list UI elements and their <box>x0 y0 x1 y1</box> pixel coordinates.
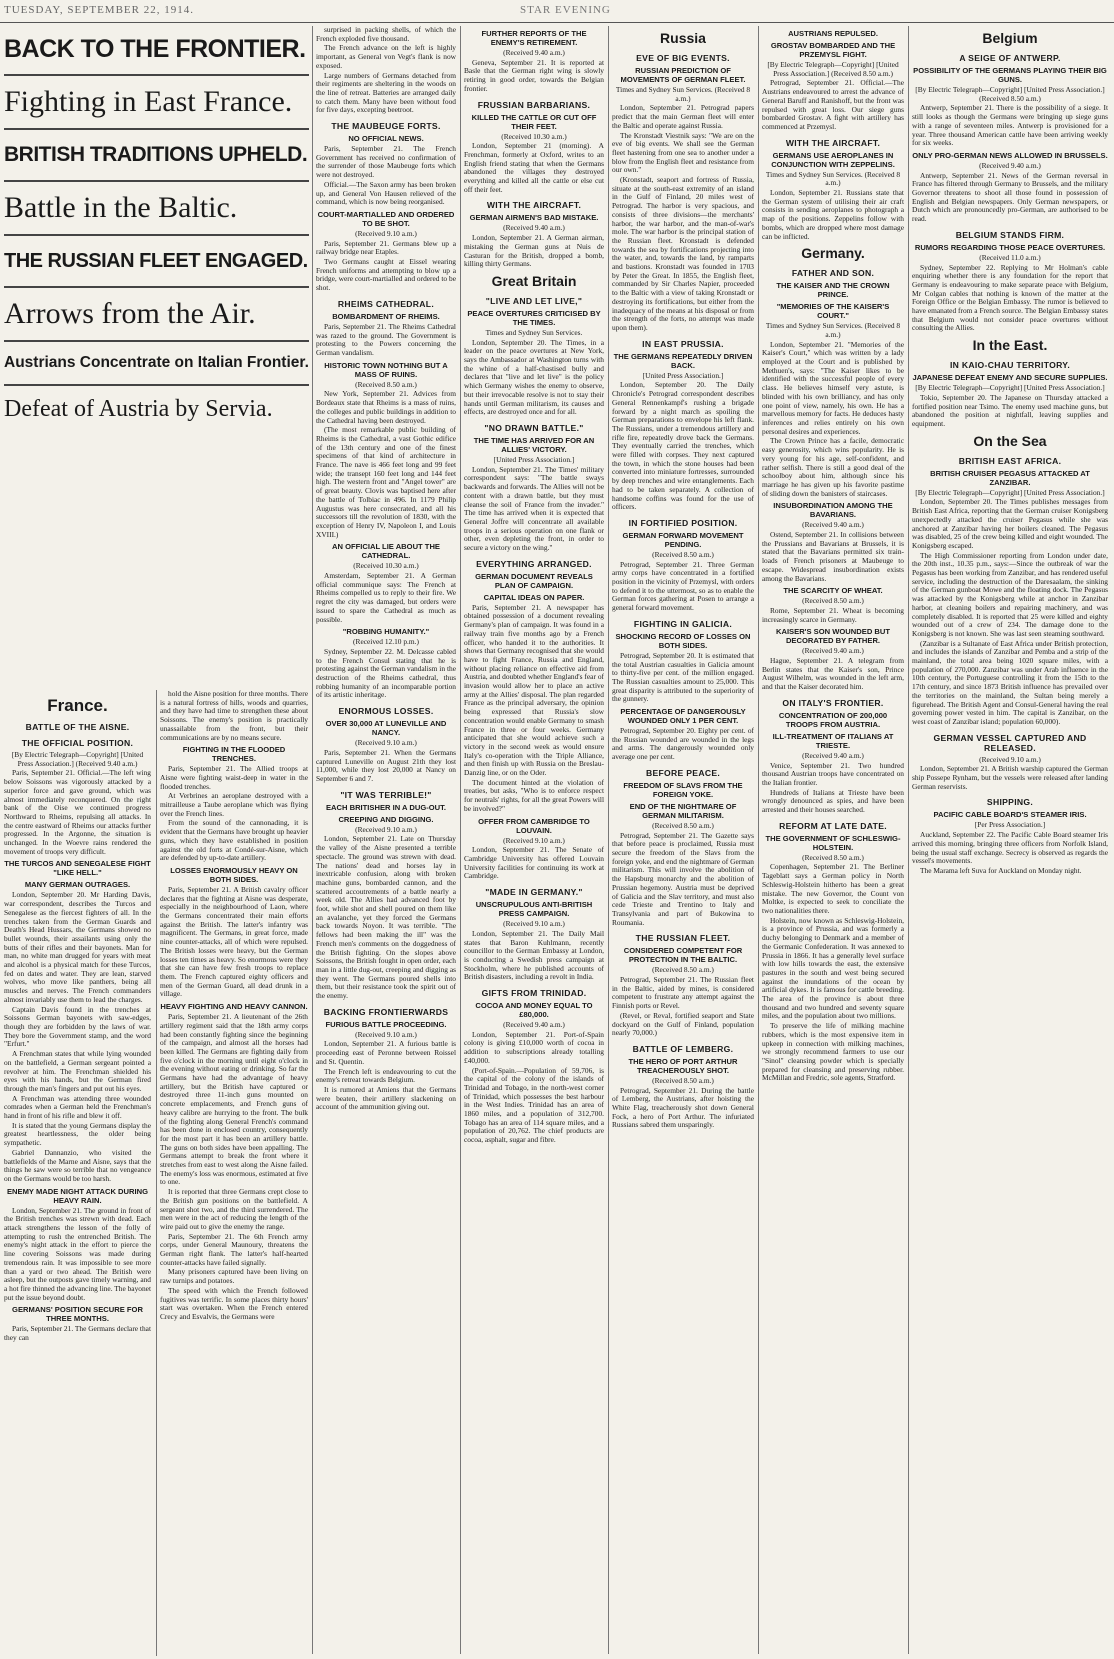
headline: "IT WAS TERRIBLE!" <box>340 789 432 800</box>
paragraph: Petrograd, September 20. Eighty per cent. of the Russian wounded are wounded in the legs and arms. The dangerously wounded only average one per cent. <box>612 726 754 762</box>
paragraph: Paris, September 21. When the Germans captured Luneville on August 21th they lost 11,000, while they lost 20,000 at Nancy on September 6 and 7. <box>316 747 456 783</box>
paragraph: (Port-of-Spain.—Population of 59,706, is the capital of the colony of the islands of Trinidad and Tobago, in the north-west corner of Trinidad, which possesses the best harbour in the West Indies. Trinidad has an area of 1860 miles, and a population of 312,700. Tobago has an area of 114 square miles, and a population of 20,762. The chief products are cocoa, asphalt, sugar and fibre. <box>464 1065 604 1145</box>
masthead-date: TUESDAY, SEPTEMBER 22, 1914. <box>4 4 194 16</box>
paragraph: Large numbers of Germans detached from their regiments are sheltering in the woods on the line of retreat. Batteries are arranged daily to catch them. Many have been without food for five days, excepting beetroot. <box>316 70 456 115</box>
column-rule <box>908 26 909 1654</box>
paragraph: Hague, September 21. A telegram from Berlin states that the Kaiser's son, Prince August Wilhelm, was wounded in the left arm, and that the Kaiser decorated him. <box>762 656 904 692</box>
paragraph: Hundreds of Italians at Trieste have been wrongly denounced as spies, and have been arrested and their houses searched. <box>762 787 904 815</box>
column-belgium <box>912 26 1108 1656</box>
banner-headline: BRITISH TRADITIONS UPHELD. <box>4 143 308 166</box>
subheadline: HISTORIC TOWN NOTHING BUT A MASS OF RUINS. <box>324 360 448 379</box>
paragraph: Paris, September 21. The Allied troops at Aisne were fighting waist-deep in water in the flooded trenches. <box>160 764 308 791</box>
headline: BATTLE OF LEMBERG. <box>632 1043 734 1054</box>
paragraph: London, September 21. The Senate of Cambridge University has offered Louvain University facilities for continuing its work at Cambridge. <box>464 845 604 881</box>
paragraph: London, September 21. The Times' military correspondent says: "The battle sways backwards and forwards. The Allies will not be content with a drawn battle, but they must cleanse the soil of France from the invader." The time has arrived when it is expected that General Joffre will concentrate all available troops in a serious operation on one flank or other, even depleting the front, in order to secure a victory on the wing." <box>464 464 604 553</box>
dateline: (Received 8.50 a.m.) <box>652 549 714 559</box>
paragraph: Petrograd, September 21. Official.—The Austrians endeavoured to arrest the advance of General Baruff and Ranishoff, but the front was repulsed with great loss. Our siege guns bombarded Grostav. A fight with artillery has commenced at Przemysl. <box>762 78 904 131</box>
dateline: (Received 8.50 a.m.) <box>802 596 864 606</box>
paragraph: Petrograd, September 21. The Gazette says that before peace is proclaimed, Russia must secure the freedom of the Slavs from the foreign yoke, and end the nightmare of German militarism. This will involve the abolition of the Hapsburg monarchy and the abolition of Prussian hegemony. Austria must be deprived of Galicia and the Slav territory, and must also cede Trieste and Trentino to Italy and Transylvania and part of Bukowina to Roumania. <box>612 830 754 927</box>
section-heading: Belgium <box>982 30 1038 46</box>
headline: "LIVE AND LET LIVE," <box>485 295 583 306</box>
headline: FATHER AND SON. <box>791 268 875 279</box>
dateline: (Received 9.40 a.m.) <box>802 750 864 760</box>
paragraph: Paris, September 21. A lieutenant of the 26th artillery regiment said that the 18th army corps had been constantly fighting since the beginning of the campaign, and almost all the horses had been killed. The Germans are fighting daily from five o'clock in the morning until eight o'clock in the evening without eating or drinking. So far the Germans have had the advantage of heavy artillery, but the British have captured or destroyed three 11-inch guns mounted on concrete emplacements, and French guns of heavy calibre are hurrying to the front. The bulk of the fighting along General French's command has been done in enclosed country, consequently for the most part it has been an artillery battle. The guns on both sides have been appalling. The Germans attempt to break the front where it stretches from east to west along the Aisne failed. The enemy's loss was enormous, estimated at five to one. <box>160 1012 308 1187</box>
paragraph: The High Commissioner reporting from London under date, the 20th inst., 10.35 p.m., says:—Since the outbreak of war the Pegasus has been working from Zanzibar, and has rendered useful service, including the destruction of the Daresaalam, the sinking of the German gunboat Mowe and the floating dock. The Pegasus was attacked by the Konigsberg while at anchor in Zanzibar harbor, at cleaning boilers and repairing machinery, and was completely disabled. It is reported that 25 were killed and eighty wounded out of a crew of 234. The damage done to the Konigsberg is not known. She was last seen steaming southward. <box>912 550 1108 638</box>
subheadline: CONSIDERED COMPETENT FOR PROTECTION IN THE BALTIC. <box>623 946 743 965</box>
headline: EVE OF BIG EVENTS. <box>636 53 730 63</box>
headline: THE MAUBEUGE FORTS. <box>331 121 441 132</box>
banner-headline: Fighting in East France. <box>4 85 293 118</box>
paragraph: London, September 21. "Memories of the Kaiser's Court," which was written by a lady employed at the Court and is published by Methuen's, says: "The Kaiser likes to be identified with the successful people of every class. He believes himself very astute, is blinded with his own brilliancy, and has only one point of view, namely, his own. He has a marvellous memory for facts. He deduces hasty inferences and relies entirely on his own personal desires and experiences. <box>762 339 904 436</box>
subheadline: "MEMORIES OF THE KAISER'S COURT." <box>776 302 890 321</box>
subheadline: THE TURCOS AND SENEGALESE FIGHT "LIKE HELL." <box>4 859 151 878</box>
headline: BELGIUM STANDS FIRM. <box>955 229 1065 240</box>
headline: FRUSSIAN BARBARIANS. <box>477 99 591 110</box>
paragraph: Official.—The Saxon army has been broken up, and General Von Hausen relieved of the command, which is now being reorganised. <box>316 179 456 207</box>
paragraph: Rome, September 21. Wheat is becoming increasingly scarce in Germany. <box>762 605 904 624</box>
section-heading: Germany. <box>801 245 865 262</box>
headline: EVERYTHING ARRANGED. <box>476 558 592 569</box>
subheadline: FREEDOM OF SLAVS FROM THE FOREIGN YOKE. <box>623 780 743 799</box>
paragraph: It is stated that the young Germans display the greatest heartlessness, the older being sympathetic. <box>4 1120 151 1148</box>
dateline: (Received 9.10 a.m.) <box>503 919 565 929</box>
paragraph: Tokio, September 20. The Japanese on Thursday attacked a fortified position near Tsimo. The enemy used machine guns, but abandoned the position at nightfall, leaving supplies and equipment. <box>912 392 1108 428</box>
paragraph: The Crown Prince has a facile, democratic easy generosity, which wins popularity. He is very young for his age, self-confident, and rather selfish. There is still a good deal of the schoolboy about him, although since his marriage he has given up his favorite pastime of sliding down the banisters of staircases. <box>762 436 904 498</box>
paragraph: Sydney, September 22. M. Delcasse cabled to the French Consul stating that he is protesting against the German vandalism in the destruction of the Rheims cathedral, thus robbing humanity of an incomparable portion of its artistic inheritage. <box>316 646 456 700</box>
paragraph: hold the Aisne position for three months. There is a natural fortress of hills, woods and quarries, and they have had time to strengthen these about Soissons. The enemy's position is practically unassailable from the front, but their communications are by no means secure. <box>160 690 308 742</box>
paragraph: The Marama left Suva for Auckland on Monday night. <box>920 866 1082 875</box>
subheadline: END OF THE NIGHTMARE OF GERMAN MILITARISM. <box>629 801 737 820</box>
banner-divider <box>4 340 309 342</box>
dateline: Times and Sydney Sun Services. (Received 8 a.m.) <box>615 85 751 103</box>
subheadline: THE HERO OF PORT ARTHUR TREACHEROUSLY SHOT. <box>628 1056 738 1075</box>
subheadline: PEACE OVERTURES CRITICISED BY THE TIMES. <box>467 308 601 327</box>
banner-divider <box>4 384 309 386</box>
banner-divider <box>4 234 309 236</box>
banner-headline: Arrows from the Air. <box>4 297 256 330</box>
subheadline: CONCENTRATION OF 200,000 TROOPS FROM AUSTRIA. <box>778 710 888 729</box>
column-russia <box>612 26 754 1656</box>
subheadline: COCOA AND MONEY EQUAL TO £80,000. <box>475 1001 593 1020</box>
paragraph: At Verbrines an aeroplane destroyed with a mitrailleuse a Taube aeroplane which was flying over the French lines. <box>160 791 308 818</box>
paragraph: Paris, September 21. Official.—The left wing below Soissons was vigorously attacked by a superior force and gave ground, which was almost immediately reconquered. On the right bank of the Oise we continued progress Northward to Rheims, repulsing all attacks. In the centre eastward of Rheims our attacks further progressed. In the Argonne, the situation is unchanged. In the Woevre rains rendered the movement of troops very difficult. <box>4 768 151 856</box>
headline: A SEIGE OF ANTWERP. <box>959 53 1061 63</box>
subheadline: EACH BRITISHER IN A DUG-OUT. <box>325 802 447 812</box>
paragraph: London, September 20. The Times publishes messages from British East Africa, reporting that the German cruiser Konigsberg unexpectedly attacked the cruiser Pegasus while she was anchored at Zanzibar having her boilers cleaned. The Pegasus was disabled, 25 of the crew being killed and eight wounded. The Konigsberg escaped. <box>912 497 1108 550</box>
subheadline: HEAVY FIGHTING AND HEAVY CANNON. <box>160 1002 308 1012</box>
headline: GIFTS FROM TRINIDAD. <box>481 988 587 999</box>
paragraph: Venice, September 21. Two hundred thousand Austrian troops have concentrated on the Italian frontier. <box>762 760 904 787</box>
subheadline: SHOCKING RECORD OF LOSSES ON BOTH SIDES. <box>615 631 751 650</box>
headline: GERMAN VESSEL CAPTURED AND RELEASED. <box>933 732 1087 753</box>
paragraph: Petrograd, September 21. During the battle of Lemberg, the Austrians, after hoisting the White Flag, treacherously shot down General Fock, a hero of Port Arthur. The infuriated Russians sabred them unsparingly. <box>612 1085 754 1130</box>
banner-divider <box>4 128 309 130</box>
headline: BATTLE OF THE AISNE. <box>25 722 130 732</box>
headline: SHIPPING. <box>986 797 1034 808</box>
headline: BACKING FRONTIERWARDS <box>323 1006 449 1017</box>
subheadline: COURT-MARTIALLED AND ORDERED TO BE SHOT. <box>317 209 455 228</box>
paragraph: London, September 21. Russians state that the German system of utilising their air craft consists in sending aeroplanes to photograph a map of the positions. Zeppelins follow with bombs, which are dropped where most damage can be inflicted. <box>762 188 904 241</box>
dateline: (Received 9.40 a.m.) <box>503 1020 565 1030</box>
subheadline: RUMORS REGARDING THOSE PEACE OVERTURES. <box>914 242 1106 252</box>
dateline: (Received 9.10 a.m.) <box>355 738 417 748</box>
section-heading: Great Britain <box>491 272 577 289</box>
section-heading: Russia <box>660 30 706 46</box>
dateline: (Received 10.30 a.m.) <box>353 561 419 571</box>
dateline: (Received 9.40 a.m.) <box>802 646 864 656</box>
column-rule <box>758 26 759 1654</box>
dateline: [By Electric Telegraph—Copyright] [United Press Association.] (Received 8.50 a.m.) <box>915 85 1105 103</box>
paragraph: surprised in packing shells, of which the French exploded five thousand. <box>316 26 456 43</box>
paragraph: London, September 21. A furious battle is proceeding east of Peronne between Roissel and St. Quentin. <box>316 1039 456 1066</box>
column-rule <box>460 26 461 1654</box>
dateline: (Received 8.50 a.m.) <box>652 820 714 830</box>
banner-headline: Austrians Concentrate on Italian Frontier. <box>4 354 309 371</box>
subheadline: THE KAISER AND THE CROWN PRINCE. <box>776 281 890 300</box>
paragraph: Paris, September 21. Germans blew up a railway bridge near Etaples. <box>316 238 456 257</box>
headline: WITH THE AIRCRAFT. <box>486 200 582 211</box>
masthead <box>0 0 1114 23</box>
paragraph: The French left is endeavouring to cut the enemy's retreat towards Belgium. <box>316 1066 456 1085</box>
subheadline: KILLED THE CATTLE OR CUT OFF THEIR FEET. <box>471 112 597 131</box>
subheadline: GERMANS' POSITION SECURE FOR THREE MONTHS. <box>12 1305 143 1324</box>
paragraph: Auckland, September 22. The Pacific Cable Board steamer Iris arrived this morning, bringing three officers from Norfolk Island, being the usual staff exchange. Secrecy is observed as regards the vessel's movements. <box>912 830 1108 866</box>
paragraph: Many prisoners captured have been living on raw turnips and potatoes. <box>160 1267 308 1286</box>
dateline: (Received 8.50 a.m.) <box>652 965 714 975</box>
paragraph: London, September 21. Port-of-Spain colony is giving £10,000 worth of cocoa in addition to subscriptions already totalling £40,000. <box>464 1029 604 1065</box>
subheadline: JAPANESE DEFEAT ENEMY AND SECURE SUPPLIES. <box>912 373 1108 383</box>
dateline: (Received 9.40 a.m.) <box>802 520 864 530</box>
paragraph: Petrograd, September 21. Three German army corps have concentrated in a fortified position in the vicinity of Przemysl, with orders to defend it to the uttermost, so as to enable the German forces gathering at Posen to arrange a general forward movement. <box>612 559 754 613</box>
paragraph: Paris, September 21. The 6th French army corps, under General Maunoury, threatens the German right flank. The latter's half-hearted counter-attacks have failed signally. <box>160 1231 308 1267</box>
dateline: (Received 9.10 a.m.) <box>355 1029 417 1039</box>
subheadline: ONLY PRO-GERMAN NEWS ALLOWED IN BRUSSELS. <box>912 150 1108 160</box>
paragraph: London, September 21. Petrograd papers predict that the main German fleet will enter the Baltic and operate against Russia. <box>612 103 754 130</box>
dateline: [Per Press Association.] <box>974 820 1046 830</box>
paragraph: Holstein, now known as Schleswig-Holstein, is a province of Prussia, and was formerly a duchy belonging to Denmark and a member of the Germanic Confederation. It was annexed to Prussia in 1866. It has a generally level surface with low hills towards the east, the extensive pastures in the south and west being secured against the inundations of the ocean by artificial dykes. It is famous for cattle breeding. The area of the province is about three thousand and two hundred and seventy square miles, and the population about two millions. <box>762 915 904 1021</box>
subheadline: PACIFIC CABLE BOARD'S STEAMER IRIS. <box>933 810 1087 820</box>
subheadline: NO OFFICIAL NEWS. <box>348 134 424 144</box>
headline: FIGHTING IN GALICIA. <box>633 618 733 629</box>
dateline: (Received 8.50 a.m.) <box>355 379 417 389</box>
subheadline: KAISER'S SON WOUNDED BUT DECORATED BY FATHER. <box>775 627 891 646</box>
banner-divider <box>4 180 309 182</box>
column-france <box>4 690 151 1656</box>
banner-headline: THE RUSSIAN FLEET ENGAGED. <box>4 250 308 272</box>
subheadline: GERMAN FORWARD MOVEMENT PENDING. <box>622 530 744 549</box>
paragraph: London, September 21. A German airman, mistaking the German guns at Nuis de Casturan for the British, dropped a bomb, killing thirty Germans. <box>464 233 604 269</box>
subheadline: THE GOVERNMENT OF SCHLESWIG-HOLSTEIN. <box>765 833 901 852</box>
paragraph: The speed with which the French followed fugitives was terrific. In some places thirty hours' start was overtaken. When the French entered Crecy and Esvalvis, the Germans were <box>160 1285 308 1321</box>
subheadline: INSUBORDINATION AMONG THE BAVARIANS. <box>773 501 893 520</box>
dateline: [By Electric Telegraph—Copyright] [United Press Association.] (Received 8.50 a.m.) <box>767 60 899 78</box>
headline: WITH THE AIRCRAFT. <box>785 137 881 148</box>
dateline: [By Electric Telegraph—Copyright] [United Press Association.] <box>915 487 1105 497</box>
paragraph: (The most remarkable public building of Rheims is the Cathedral, a vast Gothic edifice of the 13th century and one of the finest specimens of that kind of architecture in France. The nave is 466 feet long and 99 feet wide; the transept 160 feet long and 144 feet high. The western front and "Angel tower" are of great beauty. Clovis was baptised here after the battle of Tolbiac in 496. In 1179 Philip Augustus was here consecrated, and all his successors till the revolution of 1830, with the exception of Henry IV, Napoleon I, and Louis XVIII.) <box>316 425 456 539</box>
dateline: (Received 9.10 a.m.) <box>355 228 417 238</box>
paragraph: Copenhagen, September 21. The Berliner Tageblatt says a German policy in North Schleswig-Holstein hitherto has been a great mistake. The new Governor, the Count von Moltke, is expected to seek to conciliate the two nationalities there. <box>762 862 904 915</box>
paragraph: A Frenchman was attending three wounded comrades when a German held the Frenchman's hand in front of his rifle and blew it off. <box>4 1093 151 1121</box>
subheadline: LOSSES ENORMOUSLY HEAVY ON BOTH SIDES. <box>170 865 298 884</box>
section-heading: On the Sea <box>973 432 1047 449</box>
banner-headline: Defeat of Austria by Servia. <box>4 396 273 422</box>
paragraph: London, September 20. The Times, in a leader on the peace overtures at New York, says the Ambassador at Washington turns with the whine of a half-chastised bully and declares that "live and let live" is the policy which Germany wishes the enemy to observe, but their irrevocable resolve is not to stay their hands until German militarism, its causes and effects, are destroyed once and for all. <box>464 337 604 417</box>
headline: IN FORTIFIED POSITION. <box>628 517 738 528</box>
paragraph: The Kronstadt Viestnik says: "We are on the eve of big events. We shall see the German fleet hastening from one sea to another under a blow from the English fleet and resistance from our own." <box>612 130 754 175</box>
subheadline: AUSTRIANS REPULSED. <box>788 29 878 38</box>
banner-divider <box>4 74 309 76</box>
paragraph: It is reported that three Germans crept close to the British gun positions on the battlefield. A sergeant shot two, and the third surrendered. The men were in the act of reducing the length of the wire paid out to give the enemy the range. <box>160 1187 308 1231</box>
paragraph: Paris, September 21. The French Government has received no confirmation of the surrender of those Maubeuge forts which were not destroyed. <box>316 144 456 180</box>
subheadline: BOMBARDMENT OF RHEIMS. <box>332 311 440 321</box>
headline: BEFORE PEACE. <box>645 767 721 778</box>
dateline: Times and Sydney Sun Services. (Received 8 a.m.) <box>765 169 901 188</box>
paragraph: London, September 21. A British warship captured the German ship Possepe Rynham, but the vessels were released after landing German reservists. <box>912 764 1108 791</box>
paragraph: To preserve the life of milking machine rubbers, which is the most expensive item in upkeep in connection with milking machines, we strongly recommend farmers to use our "Sinol" cleansing powder which is specially prepared for cleansing and preserving rubber. McMillan and Fredric, sole agents, Stratford. <box>762 1021 904 1083</box>
paragraph: Captain Davis found in the trenches at Soissons German bayonets with saw-edges, though they are forbidden by the laws of war. They bore the Government stamp, and the word "Erfurt." <box>4 1004 151 1049</box>
subheadline: ILL-TREATMENT OF ITALIANS AT TRIESTE. <box>772 731 894 750</box>
subheadline: GERMAN AIRMEN'S BAD MISTAKE. <box>469 213 599 223</box>
paragraph: Gabriel Dannanzio, who visited the battlefields of the Marne and Aisne, says that the things he saw were so terrible that no vengeance on the Germans would be too harsh. <box>4 1147 151 1183</box>
column-rule <box>156 690 157 1656</box>
paragraph: Antwerp, September 21. There is the possibility of a siege. It still looks as though the Germans were bringing up siege guns with a range of seventeen miles. Antwerp is provisioned for a year. Three thousand American cattle have been arriving weekly for six weeks. <box>912 103 1108 148</box>
dateline: [United Press Association.] <box>642 370 724 380</box>
dateline: [By Electric Telegraph—Copyright] [United Press Association.] (Received 9.40 a.m.) <box>11 750 144 768</box>
headline: THE OFFICIAL POSITION. <box>21 738 134 748</box>
subheadline: OFFER FROM CAMBRIDGE TO LOUVAIN. <box>478 816 590 835</box>
dateline: (Received 8.50 a.m.) <box>802 852 864 862</box>
section-heading: France. <box>47 696 108 715</box>
paragraph: Ostend, September 21. In collisions between the Prussians and Bavarians at Brussels, it is stated that the Bavarians permitted six train-loads of French prisoners at Maubeuge to escape. Widespread insubordination exists among the Bavarians. <box>762 530 904 583</box>
subheadline: "ROBBING HUMANITY." <box>342 627 430 637</box>
subheadline: PERCENTAGE OF DANGEROUSLY WOUNDED ONLY 1 PER CENT. <box>620 707 746 726</box>
subheadline: THE TIME HAS ARRIVED FOR AN ALLIES' VICTORY. <box>473 435 595 454</box>
subheadline: THE SCARCITY OF WHEAT. <box>783 586 883 596</box>
paragraph: A Frenchman states that while lying wounded on the battlefield, a German sergeant pointed a revolver at him. The Frenchman shielded his eyes with his hands, but the German fired through the man's fingers and put out his eyes. <box>4 1049 151 1093</box>
paragraph: (Zanzibar is a Sultanate of East Africa under British protection, and includes the islands of Zanzibar and Pemba and a strip of the mainland, the total area being 1020 square miles, with a population of 270,000. Zanzibar was under Arab influence in the 10th century, the Portuguese controlling it from the 15th to the 17th century, and since 1873 British influence has prevailed over the territories on the mainland, the Sultan being merely a figurehead. The British Agent and Consul-General having the real governing power vested in him. The capital is Zanzibar, on the west coast of Zanzibar island; population 60,000). <box>912 638 1108 726</box>
paragraph: London, September 21. The ground in front of the British trenches was strewn with dead. Each attack strengthens the lesson of the folly of attempting to rush the entrenched British. The enemy's night attack in the effort to pierce the line covering Soissons was made during tremendous rain. It was impossible to see more than a yard or two ahead. The British were asleep, but the outposts gave timely warning, and a hot fire thinned the advancing line. The bayonet put the issue beyond doubt. <box>4 1205 151 1302</box>
masthead-title: STAR EVENING <box>520 4 611 16</box>
subheadline: RUSSIAN PREDICTION OF MOVEMENTS OF GERMAN FLEET. <box>620 66 746 84</box>
subheadline: FURIOUS BATTLE PROCEEDING. <box>325 1019 447 1029</box>
subheadline: UNSCRUPULOUS ANTI-BRITISH PRESS CAMPAIGN. <box>475 900 593 919</box>
paragraph: London, September 20. Mr Harding Davis, war correspondent, describes the Turcos and Senegalese as the fiercest fighters of all. In the trenches taken from the German Guards and Death's Head Hussars, the Germans showed no bullet wounds, their assailants using only the butts of their rifles and their bayonets. Man for man, no white man drugged for years with meat and alcohol is a physical match for these Turcos, fed on dates and water. They are lean, starved wolves, who move like panthers, being all muscles and nerves. The French commanders almost invariably use them to lead the charges. <box>4 890 151 1004</box>
subheadline: MANY GERMAN OUTRAGES. <box>24 880 131 890</box>
dateline: (Received 9.10 a.m.) <box>355 824 417 834</box>
paragraph: The document hinted at the violation of treaties, but asks, "Who is to enforce respect for neutrals' rights, for all the great Powers will be involved?" <box>464 777 604 813</box>
dateline: Times and Sydney Sun Services. <box>485 327 583 337</box>
subheadline: GROSTAV BOMBARDED AND THE PRZEMYSL FIGHT. <box>770 41 896 59</box>
paragraph: Paris, September 21. A British cavalry officer declares that the fighting at Aisne was desperate, especially in the neighbourhood of Laon, where the Germans concentrated their main efforts against the British. The latter's infantry was magnificent. The Germans, in great force, made nine counter-attacks, all of which were repulsed. The British losses were heavy, but the German losses ten times as heavy. So enormous were they that she can have few fresh troops to replace them. The French captured eighty officers and men of the German Guard, all dead drunk in a village. <box>160 884 308 999</box>
headline: THE RUSSIAN FLEET. <box>635 933 731 944</box>
dateline: (Received 9.40 a.m.) <box>979 160 1041 170</box>
headline: REFORM AT LATE DATE. <box>779 820 887 831</box>
subheadline: BRITISH CRUISER PEGASUS ATTACKED AT ZANZIBAR. <box>930 468 1090 487</box>
subheadline: OVER 30,000 AT LUNEVILLE AND NANCY. <box>325 719 447 738</box>
dateline: (Received 9.40 a.m.) <box>503 223 565 233</box>
paragraph: Sydney, September 22. Replying to Mr Holman's cable enquiring whether there is any foundation for the report that Germany is endeavouring to make separate peace with Belgium, Mr Colgan cables that nothing is known of the matter at the Foreign Office or the Belgian Embassy. The rumor is believed to have emanated from a French source. The Belgian Embassy states that Belgium would not consider peace overtures without consulting the Allies. <box>912 262 1108 333</box>
column-rule <box>608 26 609 1654</box>
paragraph: Petrograd, September 20. It is estimated that the total Austrian casualties in Galicia amount to thirty-five per cent. of the million engaged. The Russian casualties amount to 25,000. This great disparity is attributed to the superiority of the gunnery. <box>612 650 754 704</box>
banner-headline: Battle in the Baltic. <box>4 191 238 224</box>
section-heading: In the East. <box>972 337 1048 354</box>
subheadline: CAPITAL IDEAS ON PAPER. <box>483 592 585 602</box>
headline: "MADE IN GERMANY." <box>485 887 583 898</box>
headline: ON ITALY'S FRONTIER. <box>782 697 884 708</box>
dateline: (Received 11.0 a.m.) <box>979 252 1041 262</box>
headline: RHEIMS CATHEDRAL. <box>337 298 435 309</box>
subheadline: POSSIBILITY OF THE GERMANS PLAYING THEIR BIG GUNS. <box>913 66 1107 84</box>
dateline: (Received 9.40 a.m.) <box>503 48 565 57</box>
dateline: (Received 9.10 a.m.) <box>503 835 565 845</box>
dateline: [By Electric Telegraph—Copyright] [United Press Association.] <box>915 383 1105 393</box>
dateline: (Received 8.50 a.m.) <box>652 1075 714 1085</box>
column-germany <box>762 26 904 1656</box>
subheadline: THE GERMANS REPEATEDLY DRIVEN BACK. <box>613 351 753 370</box>
subheadline: GERMANS USE AEROPLANES IN CONJUNCTION WITH ZEPPELINS. <box>771 150 895 169</box>
headline: IN KAIO-CHAU TERRITORY. <box>949 360 1071 371</box>
paragraph: New York, September 21. Advices from Bordeaux state that Rheims is a mass of ruins, the colleges and public buildings in addition to the Cathedral having been destroyed. <box>316 389 456 425</box>
paragraph: It is rumored at Amiens that the Germans were beaten, their artillery slackening on account of the ammunition giving out. <box>316 1084 456 1112</box>
paragraph: London, September 21. Late on Thursday the valley of the Aisne presented a terrible spectacle. The ground was strewn with dead. The nations' dead and horses lay in inextricable confusion, along with broken machine guns, bombarded cannon, and the scattered accoutrements of a battle nearly a week old. The Allies had advanced foot by foot, while shot and shell poured on them like an avalanche, yet they forced the Germans back towards Noyon. It was terrible. "The fellows had been making the ill" was the French men's comments on the doggedness of the British fighting. On the slopes above Soissons, the British fought in open order, each man in a little dug-out, creeping and digging as they went. The Germans poured shells into them, but their resistance took the spirit out of the enemy. <box>316 834 456 1001</box>
subheadline: GERMAN DOCUMENT REVEALS PLAN OF CAMPAIGN. <box>475 571 593 590</box>
paragraph: Paris, September 21. The Rheims Cathedral was razed to the ground. The Government is protesting to the Powers concerning the German vandalism. <box>316 321 456 357</box>
headline: "NO DRAWN BATTLE." <box>484 422 584 433</box>
paragraph: Paris, September 21. A newspaper has obtained possession of a document revealing Germany's plan of campaign. It was found in a railway train five months ago by a French officer, who handed it to the authorities. It shows that Germany recognised that she would have to fight France, Russia and England, without placing reliance on effective aid from Austria, and doubted whether England's fear of invasion would allow her to place an active army at the Allies' disposal. The plan regarded France as the principal adversary, the opinion being expressed that Russia's slow concentration would enable Germany to smash France in three or four weeks. Germany anticipated that she would achieve such a victory in the second week as would ensure Italy's co-operation with the Triple Alliance, and then finish up with Russia on the Breslau-Danzig line, or on the Oder. <box>464 602 604 778</box>
paragraph: London, September 21 (morning). A Frenchman, formerly at Oxford, writes to an English friend stating that when the Germans abandoned the villages they destroyed everything and killed all the cattle or else cut off their feet. <box>464 141 604 194</box>
subheadline: AN OFFICIAL LIE ABOUT THE CATHEDRAL. <box>332 542 440 561</box>
dateline: Times and Sydney Sun Services. (Received 8 a.m.) <box>765 321 901 339</box>
subheadline: FURTHER REPORTS OF THE ENEMY'S RETIREMENT. <box>481 29 587 47</box>
dateline: [United Press Association.] <box>493 454 575 464</box>
dateline: (Received 10.30 a.m.) <box>501 131 567 141</box>
paragraph: London, September 20. The Daily Chronicle's Petrograd correspondent describes General Rennenkampf's rushing a brigade forward by a night march as spoiling the German preparations to envelope his left flank. The Russians, under a tremendous artillery and rifle fire, repeatedly drove back the Germans. They eventually carried the trenches, which were filled with corpses. They next captured the town, in which the stone houses had been converted into miniature fortresses, surrounded by deep trenches and wire entanglements. Each had to be taken separately. A collection of handsome coffins was found for the use of officers. <box>612 380 754 512</box>
paragraph: Petrograd, September 21. The Russian fleet in the Baltic, aided by mines, is considered competent to frustrate any attempt against the Finnish ports or Revel. <box>612 975 754 1011</box>
paragraph: London, September 21. The Daily Mail states that Baron Kuhlmann, recently councillor to the German Embassy at London, is conducting a Swedish press campaign at Stockholm, where he published accounts of British disasters, including a revolt in India. <box>464 928 604 982</box>
dateline: (Received 12.10 p.m.) <box>353 637 419 647</box>
headline: BRITISH EAST AFRICA. <box>958 455 1062 466</box>
paragraph: Two Germans caught at Eissel wearing French uniforms and attempting to blow up a bridge, were court-martialled and ordered to be shot. <box>316 257 456 293</box>
paragraph: (Revel, or Reval, fortified seaport and State dockyard on the Gulf of Finland, population nearly 70,000.) <box>612 1010 754 1038</box>
subheadline: CREEPING AND DIGGING. <box>338 814 434 824</box>
banner-divider <box>4 286 309 288</box>
column-france-continued <box>160 690 308 1656</box>
paragraph: Antwerp, September 21. News of the German reversal in France has filtered through Germany to Brussels, and the military Governor threatens to shoot all those found in possession of English and Belgian newspapers. Only German newspapers, or Dutch which are pronouncedly pro-German, are authorised to be read. <box>912 170 1108 224</box>
headline: ENORMOUS LOSSES. <box>338 706 434 717</box>
paragraph: Paris, September 21. The Germans declare that they can <box>4 1324 151 1343</box>
banner-headline: BACK TO THE FRONTIER. <box>4 35 306 63</box>
headline: IN EAST PRUSSIA. <box>642 338 724 349</box>
banner-column <box>4 26 309 686</box>
column-great-britain <box>464 26 604 1656</box>
subheadline: ENEMY MADE NIGHT ATTACK DURING HEAVY RAIN. <box>6 1186 149 1205</box>
dateline: (Received 9.10 a.m.) <box>979 754 1041 764</box>
paragraph: (Kronstadt, seaport and fortress of Russia, situate at the south-east extremity of an island in the Gulf of Finland, 20 miles west of Petrograd. The harbor is very spacious, and consists of three divisions—the merchants' harbor, the war harbor, and the man-of-war's mole. The war harbor is the principal station of the Russian fleet. Kronstadt is defended towards the sea by fortifications projecting into the water, and, towards the land, by ramparts and bastions. Kronstadt was founded in 1703 by Peter the Great. In 1855, the English fleet, commanded by Sir Charles Napier, proceeded to the Baltic with a view of taking Kronstadt or destroying its fortifications, but either from the inadequacy of the means at his disposal or from the strength of the forts, no attempt was made upon them). <box>612 175 754 332</box>
paragraph: Amsterdam, September 21. A German official communique says: The French at Rheims compelled us to reply to their fire. We regret the city was damaged, but orders were issued to spare the Cathedral as much as possible. <box>316 571 456 624</box>
paragraph: Geneva, September 21. It is reported at Basle that the German right wing is slowly retiring in good order, towards the Belgian frontier. <box>464 57 604 93</box>
paragraph: From the sound of the cannonading, it is evident that the Germans have brought up heavier guns, which they have established in position against the old forts at Condé-sur-Aisne, which are defended by up-to-date artillery. <box>160 818 308 863</box>
paragraph: The French advance on the left is highly important, as General von Vegt's flank is now exposed. <box>316 43 456 70</box>
subheadline: FIGHTING IN THE FLOODED TRENCHES. <box>182 745 286 764</box>
column-rheims <box>316 26 456 1656</box>
column-rule <box>312 26 313 1654</box>
